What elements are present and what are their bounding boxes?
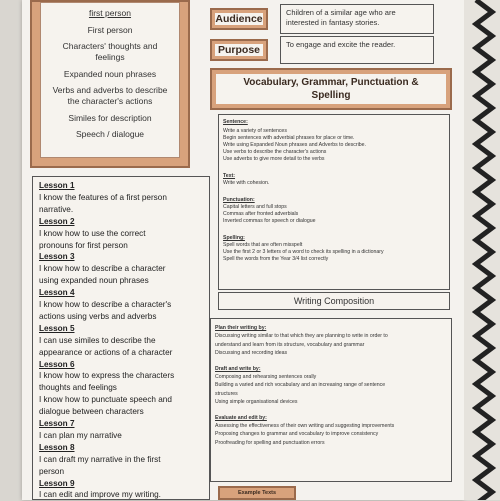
writing-composition-body [210,318,452,482]
lesson-objective: I can plan my narrative [39,430,122,440]
lesson-objective: I know how to express the characters [39,371,175,381]
features-heading: first person [88,8,132,18]
lesson-objective: person [39,466,65,476]
features-list [40,2,180,158]
feature-item: Similes for description [68,113,152,123]
vocab-title-line: Vocabulary, Grammar, Punctuation & [243,77,419,88]
lesson-heading: Lesson 2 [39,216,75,226]
vocab-section-heading: Text: [223,173,236,179]
lesson-heading: Lesson 1 [39,181,75,190]
feature-item: feelings [95,52,125,62]
vocab-line: Write a variety of sentences [223,128,287,134]
scalloped-border [464,0,500,500]
writing-line: structures [215,390,238,397]
vocab-heading [216,74,446,104]
vocab-line: Spell the words from the Year 3/4 list correctly [223,256,329,262]
lesson-objective: using expanded noun phrases [39,276,149,286]
purpose-text: To engage and excite the reader. [286,40,396,49]
writing-line: Discussing writing similar to that which they are planning to write in order to [215,333,388,340]
audience-text-line: Children of a similar age who are [286,8,396,17]
vocab-title-line: Spelling [311,90,351,101]
feature-item: Verbs and adverbs to describe [52,85,168,95]
writing-line: Composing and rehearsing sentences orally [215,374,317,380]
vocab-section-heading: Sentence: [223,119,248,125]
lesson-objective: I know how to describe a character [39,264,166,274]
lesson-heading: Lesson 6 [39,359,75,369]
writing-composition-heading: Writing Composition [218,292,450,310]
lesson-objective: narrative. [39,204,74,214]
vocab-heading-box [210,68,452,110]
vocab-line: Write using Expanded Noun phrases and Adverbs to describe. [223,142,366,148]
zigzag-border-icon [472,0,500,500]
vocab-line: Use verbs to describe the character's actions [223,149,327,155]
feature-item: Expanded noun phrases [63,69,157,79]
vocab-line: Begin sentences with adverbial phrases for place or time. [223,135,355,141]
lesson-heading: Lesson 9 [39,478,75,488]
vocab-line: Commas after fronted adverbials [223,211,299,217]
lesson-heading: Lesson 7 [39,419,75,428]
vocab-line: Spell words that are often misspelt [223,242,303,248]
feature-item: First person [87,25,133,35]
audience-description [280,4,434,34]
lesson-heading: Lesson 4 [39,288,75,298]
audience-text-line: interested in fantasy stories. [286,18,380,27]
writing-line: Assessing the effectiveness of their own writing and suggesting improvements [215,423,395,429]
writing-line: Using simple organisational devices [215,399,298,406]
lesson-objective: I can edit and improve my writing. [39,490,161,500]
feature-item: Characters' thoughts and [62,41,158,51]
writing-section-heading: Evaluate and edit by: [215,414,267,421]
lesson-objective: I can draft my narrative in the first [39,454,161,464]
writing-section-heading: Plan their writing by: [215,325,267,331]
vocab-line: Capital letters and full stops [223,204,287,210]
feature-item: the character's actions [67,96,153,106]
lesson-objective: I know the features of a first person [39,192,167,202]
lesson-heading: Lesson 5 [39,323,75,333]
writing-line: Building a varied and rich vocabulary and an increasing range of sentence [215,382,386,389]
vocab-line: Use adverbs to give more detail to the verbs [223,156,325,162]
lesson-objective: dialogue between characters [39,407,144,417]
audience-label: Audience [215,13,263,25]
purpose-label-box [210,39,268,61]
example-texts-button[interactable]: Example Texts [218,486,296,500]
lesson-heading: Lesson 8 [39,442,75,452]
lesson-objective: I know how to punctuate speech and [39,395,172,405]
feature-item: Speech / dialogue [75,129,145,139]
writing-line: Discussing and recording ideas [215,350,288,357]
features-box [30,0,190,168]
lessons-box [32,176,210,500]
lesson-objective: I know how to describe a character's [39,300,172,309]
purpose-description [280,36,434,64]
writing-line: Proposing changes to grammar and vocabulary to improve consistency [215,431,379,438]
lesson-objective: I know how to use the correct [39,228,146,238]
writing-section-heading: Draft and write by: [215,365,261,372]
vocab-body [218,114,450,290]
purpose-label: Purpose [215,44,263,56]
audience-label-box [210,8,268,30]
vocab-section-heading: Spelling: [223,235,245,241]
writing-line: understand and learn from its structure, vocabulary and grammar [215,341,365,348]
vocab-line: Use the first 2 or 3 letters of a word to check its spelling in a dictionary [223,249,384,255]
lesson-objective: pronouns for first person [39,240,128,250]
writing-line: Proofreading for spelling and punctuation errors [215,439,325,446]
lesson-objective: I can use similes to describe the [39,335,156,345]
lesson-objective: actions using verbs and adverbs [39,311,157,321]
vocab-line: Write with cohesion. [223,180,270,186]
lesson-heading: Lesson 3 [39,252,75,262]
lesson-objective: appearance or actions of a character [39,347,173,357]
vocab-line: Inverted commas for speech or dialogue [223,218,316,224]
lesson-objective: thoughts and feelings [39,383,117,393]
vocab-section-heading: Punctuation: [223,197,255,203]
